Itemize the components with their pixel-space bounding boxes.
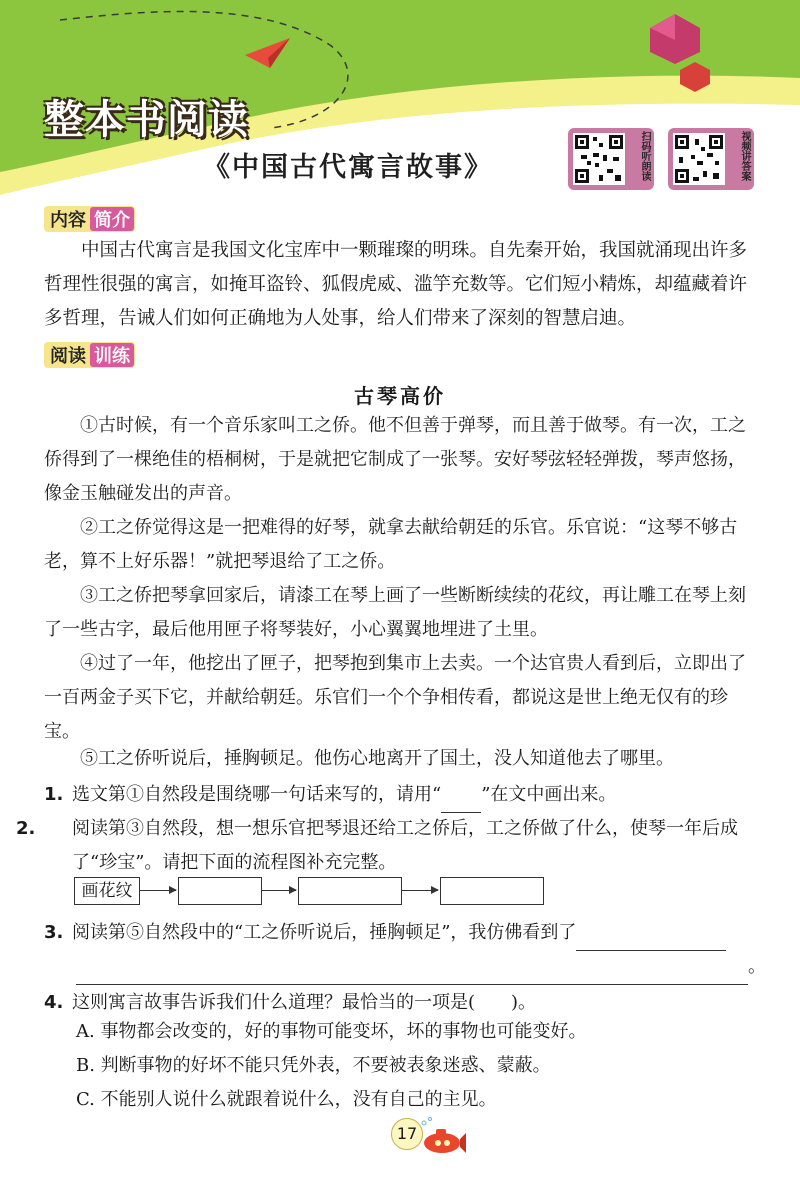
qr-video-answers[interactable] — [668, 128, 754, 190]
qr-listen-label: 扫码听朗读 — [639, 131, 650, 181]
book-title: 《中国古代寓言故事》 — [203, 152, 493, 183]
qr-code-icon — [673, 133, 725, 185]
question-4 — [44, 986, 760, 1020]
question-1-text-b: ”在文中画出来。 — [481, 784, 617, 805]
intro-tag-label: 内容 — [50, 210, 86, 231]
story-paragraph-3: ③工之侨把琴拿回家后，请漆工在琴上画了一些断断续续的花纹，再让雕工在琴上刻了一些古字，最后他用匣子将琴装好，小心翼翼地埋进了土里。 — [44, 585, 746, 640]
flow-step-4-blank[interactable] — [440, 877, 544, 905]
question-number: 2. — [16, 818, 36, 839]
story-paragraph-4: ④过了一年，他挖出了匣子，把琴抱到集市上去卖。一个达官贵人看到后，立即出了一百两金子买下它，并献给朝廷。乐官们一个个争相传看，都说这是世上绝无仅有的珍宝。 — [44, 653, 746, 742]
question-3-end: 。 — [748, 956, 766, 977]
answer-line[interactable] — [576, 916, 726, 951]
question-number: 3. — [44, 922, 64, 943]
intro-tag — [44, 206, 135, 232]
question-1 — [44, 778, 760, 813]
page-number: 17 — [391, 1118, 423, 1150]
flow-arrow — [262, 890, 296, 891]
flow-arrow — [402, 890, 438, 891]
question-3-line-2 — [76, 950, 766, 985]
training-tag — [44, 342, 135, 368]
question-3-text: 阅读第⑤自然段中的“工之侨听说后，捶胸顿足”，我仿佛看到了 — [72, 922, 577, 943]
story-title: 古琴高价 — [354, 384, 446, 408]
question-3 — [44, 916, 760, 951]
story-paragraph-1: ①古时候，有一个音乐家叫工之侨。他不但善于弹琴，而且善于做琴。有一次，工之侨得到了一棵绝佳的梧桐树，于是就把它制成了一张琴。安好琴弦轻轻弹拨，琴声悠扬，像金玉触碰发出的声音。 — [44, 415, 746, 504]
section-title: 整本书阅读 — [44, 97, 249, 143]
question-1-text-a: 选文第①自然段是围绕哪一句话来写的，请用“ — [72, 784, 442, 805]
option-c[interactable]: C. 不能别人说什么就跟着说什么，没有自己的主见。 — [76, 1089, 497, 1110]
underline-sample — [441, 778, 481, 813]
training-tag-highlight: 训练 — [90, 343, 134, 367]
answer-line[interactable] — [76, 950, 748, 985]
intro-text: 中国古代寓言是我国文化宝库中一颗璀璨的明珠。自先秦开始，我国就涌现出许多哲理性很强的寓言，如掩耳盗铃、狐假虎威、滥竽充数等。它们短小精炼，却蕴藏着许多哲理，告诫人们如何正确地为人处事，给人们带来了深刻的智慧启迪。 — [44, 240, 748, 329]
option-a[interactable]: A. 事物都会改变的，好的事物可能变坏，坏的事物也可能变好。 — [76, 1021, 587, 1042]
flow-step-2-blank[interactable] — [178, 877, 262, 905]
story-paragraph-5: ⑤工之侨听说后，捶胸顿足。他伤心地离开了国土，没人知道他去了哪里。 — [80, 748, 674, 769]
flow-step-3-blank[interactable] — [298, 877, 402, 905]
qr-code-icon — [573, 133, 625, 185]
submarine-icon — [416, 1115, 466, 1159]
question-number: 1. — [44, 784, 64, 805]
question-number: 4. — [44, 992, 64, 1013]
question-2 — [16, 812, 760, 880]
qr-listen-reading[interactable] — [568, 128, 654, 190]
qr-video-label: 视频讲答案 — [739, 131, 750, 181]
flow-step-1: 画花纹 — [74, 877, 140, 905]
story-paragraph-2: ②工之侨觉得这是一把难得的好琴，就拿去献给朝廷的乐官。乐官说：“这琴不够古老，算不上好乐器！”就把琴退给了工之侨。 — [44, 517, 738, 572]
option-b[interactable]: B. 判断事物的好坏不能只凭外表，不要被表象迷惑、蒙蔽。 — [76, 1055, 551, 1076]
flow-arrow — [140, 890, 176, 891]
question-4-text: 这则寓言故事告诉我们什么道理？最恰当的一项是( )。 — [72, 992, 537, 1013]
training-tag-label: 阅读 — [50, 346, 86, 367]
intro-tag-highlight: 简介 — [90, 207, 134, 231]
question-2-text: 阅读第③自然段，想一想乐官把琴退还给工之侨后，工之侨做了什么，使琴一年后成了“珍宝”。请把下面的流程图补充完整。 — [72, 818, 738, 873]
